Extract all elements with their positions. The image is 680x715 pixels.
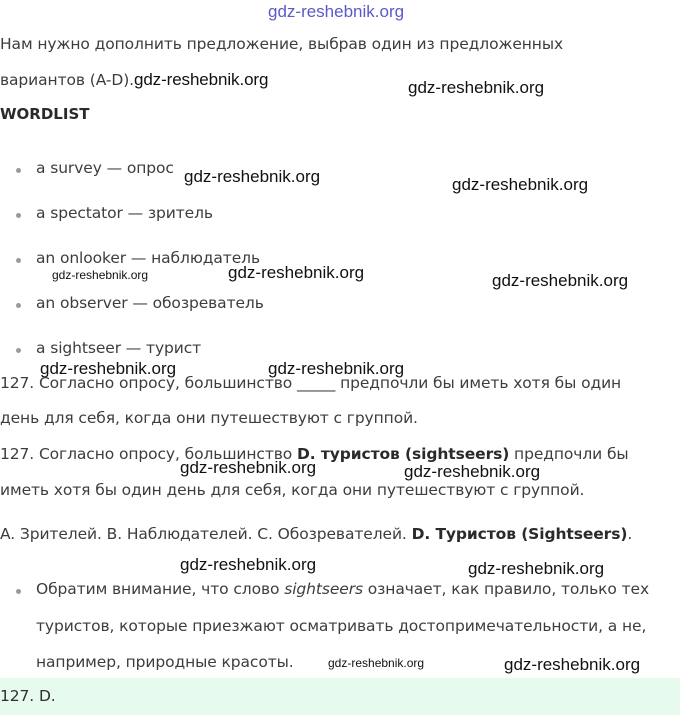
watermark-top: gdz-reshebnik.org <box>268 2 405 21</box>
wordlist-item: a spectator — зритель <box>36 204 213 222</box>
options-answer: D. Туристов (Sightseers) <box>411 525 628 543</box>
note-pre: Обратим внимание, что слово <box>36 580 285 598</box>
final-answer: 127. D. <box>0 687 56 705</box>
note-line-3: например, природные красоты. <box>36 653 294 671</box>
watermark-small: gdz-reshebnik.org <box>328 656 425 670</box>
watermark: gdz-reshebnik.org <box>180 555 317 574</box>
watermark-small: gdz-reshebnik.org <box>52 268 149 282</box>
bullet-icon <box>16 168 21 173</box>
watermark: gdz-reshebnik.org <box>404 462 541 481</box>
watermark-inline: gdz-reshebnik.org <box>133 70 269 89</box>
answer-bar <box>0 678 680 715</box>
options-end: . <box>627 525 633 543</box>
watermark: gdz-reshebnik.org <box>504 655 641 674</box>
solution-post: предпочли бы <box>509 445 629 463</box>
watermark: gdz-reshebnik.org <box>40 359 177 378</box>
task-line-2: день для себя, когда они путешествуют с группой. <box>0 409 418 427</box>
intro-line-1: Нам нужно дополнить предложение, выбрав один из предложенных <box>0 35 564 53</box>
note-line-2: туристов, которые приезжают осматривать достопримечательности, а не, <box>36 617 647 635</box>
watermark: gdz-reshebnik.org <box>452 175 589 194</box>
note-line-1 <box>36 580 649 598</box>
watermark: gdz-reshebnik.org <box>408 78 545 97</box>
watermark: gdz-reshebnik.org <box>184 167 321 186</box>
wordlist-heading: WORDLIST <box>0 105 90 123</box>
watermark: gdz-reshebnik.org <box>180 458 317 477</box>
options-line <box>0 525 632 543</box>
options-text: A. Зрителей. B. Наблюдателей. C. Обозревателей. <box>0 525 412 543</box>
watermark: gdz-reshebnik.org <box>268 359 405 378</box>
wordlist-item: an observer — обозреватель <box>36 294 264 312</box>
note-term: sightseers <box>284 580 363 598</box>
bullet-icon <box>16 213 21 218</box>
wordlist-item: a survey — опрос <box>36 159 174 177</box>
watermark: gdz-reshebnik.org <box>492 271 629 290</box>
solution-answer: D. туристов (sightseers) <box>297 445 510 463</box>
bullet-icon <box>16 258 21 263</box>
task-line-1: 127. Согласно опросу, большинство _____ предпочли бы иметь хотя бы один <box>0 374 622 392</box>
note-post: означает, как правило, только тех <box>362 580 650 598</box>
solution-pre: 127. Согласно опросу, большинство <box>0 445 298 463</box>
intro-line-2-text: вариантов (A-D). <box>0 71 134 89</box>
intro-line-2 <box>0 70 268 90</box>
wordlist-item: a sightseer — турист <box>36 339 202 357</box>
watermark: gdz-reshebnik.org <box>228 263 365 282</box>
solution-line-2: иметь хотя бы один день для себя, когда они путешествуют с группой. <box>0 481 585 499</box>
watermark: gdz-reshebnik.org <box>468 559 605 578</box>
wordlist-item: an onlooker — наблюдатель <box>36 249 260 267</box>
bullet-icon <box>16 303 21 308</box>
bullet-icon <box>16 348 21 353</box>
bullet-icon <box>16 589 21 594</box>
